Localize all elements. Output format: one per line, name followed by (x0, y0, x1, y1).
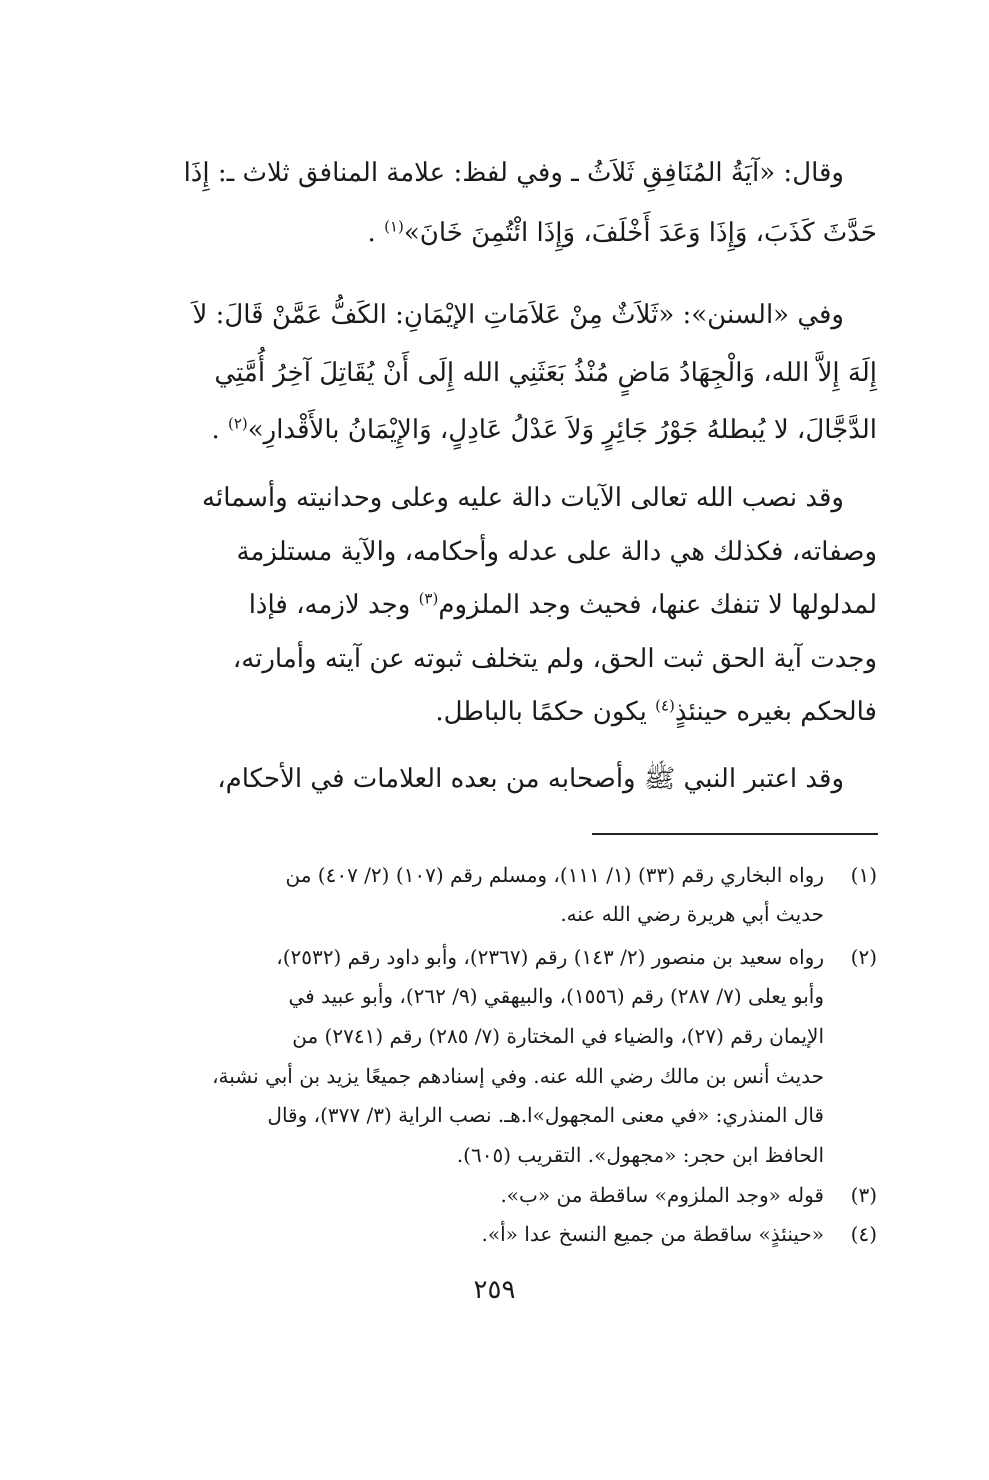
line-text: وقد اعتبر النبي ﷺ وأصحابه من بعده العلامات في الأحكام، (217, 764, 844, 794)
line-text: حَدَّثَ كَذَبَ، وَإِذَا وَعَدَ أَخْلَفَ، وَإِذَا ائْتُمِنَ خَانَ» (403, 218, 877, 248)
paragraph-1-line (184, 158, 844, 188)
page-number: ٢٥٩ (473, 1275, 516, 1305)
line-text-tail: . (367, 218, 385, 248)
line-text: إِلَهَ إِلاَّ الله، وَالْجِهَادُ مَاضٍ مُنْذُ بَعَثَنِي الله إِلَى أَنْ يُقَاتِلَ آخِرُ أُمَّتِي (214, 358, 877, 388)
line-text-tail: وجد لازمه، فإذا (248, 590, 419, 620)
paragraph-4-line (217, 762, 844, 800)
line-text: وفي «السنن»: «ثَلاَثٌ مِنْ عَلاَمَاتِ الإيْمَانِ: الكَفُّ عَمَّنْ قَالَ: لاَ (192, 300, 844, 330)
line-text-tail: يكون حكمًا بالباطل. (435, 697, 656, 727)
footnote-marker: (١) (384, 217, 404, 236)
footnote-separator (592, 833, 878, 835)
footnote-number: (٤) (850, 1222, 877, 1246)
paragraph-3-line (435, 697, 877, 727)
footnote-marker: (٢) (227, 414, 248, 433)
footnote-2-line: قال المنذري: «في معنى المجهول»ا.هـ. نصب الراية (٣/ ٣٧٧)، وقال (267, 1103, 824, 1127)
line-text: فالحكم بغيره حينئذٍ (674, 697, 877, 727)
footnote-2-line: رواه سعيد بن منصور (٢/ ١٤٣) رقم (٢٣٦٧)، وأبو داود رقم (٢٥٣٢)، (276, 945, 824, 969)
paragraph-3-line (202, 483, 844, 513)
line-text-tail: . (211, 415, 228, 445)
line-text: الدَّجَّالَ، لا يُبطلهُ جَوْرُ جَائِرٍ وَلاَ عَدْلُ عَادِلٍ، وَالإِيْمَانُ بالأَقْدارِ» (247, 415, 877, 445)
footnote-number: (٢) (850, 945, 877, 969)
footnote-2-line: الإيمان رقم (٢٧)، والضياء في المختارة (٧/ ٢٨٥) رقم (٢٧٤١) من (292, 1024, 824, 1048)
paragraph-1-line (368, 218, 877, 248)
paragraph-2-line (214, 358, 877, 388)
footnote-number: (١) (850, 863, 877, 887)
footnote-marker: (٣) (418, 589, 439, 608)
line-text: وصفاته، فكذلك هي دالة على عدله وأحكامه، والآية مستلزمة (236, 537, 877, 567)
footnote-2-line: وأبو يعلى (٧/ ٢٨٧) رقم (١٥٥٦)، والبيهقي (٩/ ٢٦٢)، وأبو عبيد في (288, 984, 824, 1008)
paragraph-3-line (233, 644, 877, 674)
footnote-1-line: رواه البخاري رقم (٣٣) (١/ ١١١)، ومسلم رقم (١٠٧) (٢/ ٤٠٧) من (285, 863, 824, 887)
line-text: وقال: «آيَةُ المُنَافِقِ ثَلاَثُ ـ وفي لفظ: علامة المنافق ثلاث ـ: إِذَا (183, 158, 844, 188)
footnote-4-line: «حينئذٍ» ساقطة من جميع النسخ عدا «أ». (481, 1222, 824, 1246)
line-text: وقد نصب الله تعالى الآيات دالة عليه وعلى وحدانيته وأسمائه (202, 483, 844, 513)
footnote-1-line: حديث أبي هريرة رضي الله عنه. (560, 902, 824, 926)
paragraph-2-line (211, 415, 877, 445)
line-text: لمدلولها لا تنفك عنها، فحيث وجد الملزوم (438, 590, 877, 620)
footnote-3-line: قوله «وجد الملزوم» ساقطة من «ب». (500, 1183, 824, 1207)
paragraph-3-line (237, 537, 877, 567)
line-text: وجدت آية الحق ثبت الحق، ولم يتخلف ثبوته عن آيته وأمارته، (232, 644, 877, 674)
footnote-marker: (٤) (655, 696, 675, 715)
footnote-2-line: حديث أنس بن مالك رضي الله عنه. وفي إسنادهم جميعًا يزيد بن أبي نشبة، (212, 1064, 824, 1088)
paragraph-2-line (193, 300, 844, 330)
footnote-number: (٣) (850, 1183, 877, 1207)
footnote-2-line: الحافظ ابن حجر: «مجهول». التقريب (٦٠٥). (456, 1143, 824, 1167)
paragraph-3-line (249, 590, 877, 620)
